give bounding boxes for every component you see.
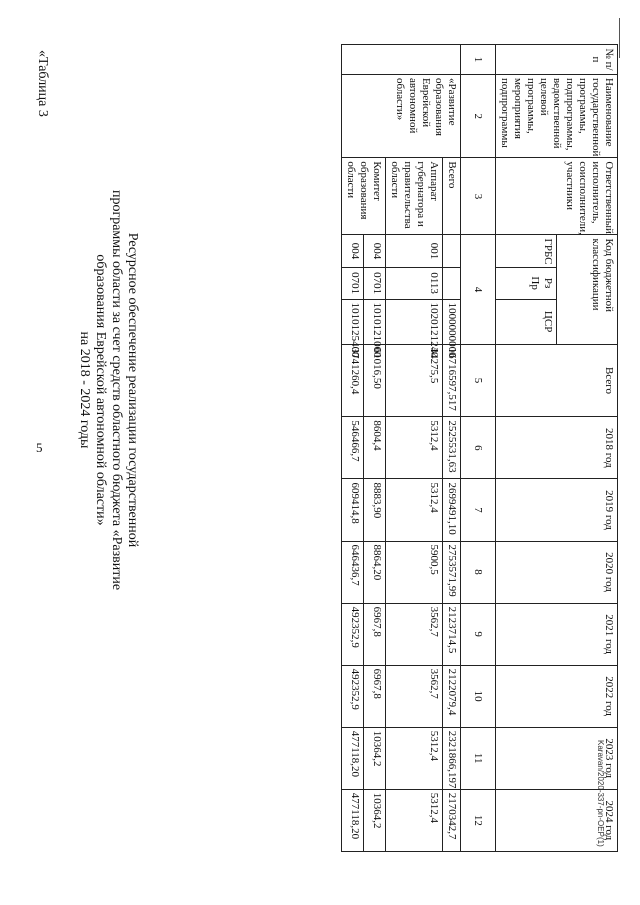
- header-year-2020: 2020 год: [496, 541, 618, 603]
- column-number: 6: [461, 417, 496, 479]
- value-2020: 2753571,99: [443, 541, 461, 603]
- value-2019: 8883,90: [364, 479, 386, 541]
- value-2021: 492352,9: [342, 603, 364, 665]
- value-2018: 546466,7: [342, 417, 364, 479]
- value-2023: 5312,4: [386, 727, 443, 789]
- header-year-2018: 2018 год: [496, 417, 618, 479]
- value-total: 16716597,517: [443, 344, 461, 417]
- csr-cell: 1020121240: [386, 299, 443, 344]
- page-edge-line: [619, 18, 620, 58]
- table-row: [386, 45, 443, 852]
- column-number: 9: [461, 603, 496, 665]
- value-2020: 646436,7: [342, 541, 364, 603]
- header-total: Всего: [496, 344, 618, 417]
- grbs-cell: 004: [342, 235, 364, 267]
- header-year-2019: 2019 год: [496, 479, 618, 541]
- rzpr-cell: 0701: [364, 267, 386, 299]
- value-2020: 5900,5: [386, 541, 443, 603]
- value-2022: 2122079,4: [443, 665, 461, 727]
- grbs-cell: 004: [364, 235, 386, 267]
- row-number-cell: [342, 45, 461, 75]
- document-side-mark: Karavan/2020-337-pn-OEP(1): [596, 740, 605, 847]
- header-budget-code: Код бюджетной классификации: [557, 235, 618, 344]
- column-number: 5: [461, 344, 496, 417]
- value-2023: 10364,2: [364, 727, 386, 789]
- header-program-name: Наименование государственной программы, подпрограммы, ведомственной целевой программы, мероприятия подпрограммы: [496, 74, 618, 157]
- document-title: [76, 160, 140, 620]
- value-2021: 2123714,5: [443, 603, 461, 665]
- column-number: 3: [461, 158, 496, 235]
- value-2024: 5312,4: [386, 789, 443, 851]
- grbs-cell: [443, 235, 461, 267]
- table-row: [364, 45, 386, 852]
- value-2020: 8864,20: [364, 541, 386, 603]
- table-header-row: [557, 45, 618, 852]
- header-year-2024: 2024 год: [496, 789, 618, 851]
- column-number: 10: [461, 665, 496, 727]
- header-csr: ЦСР: [496, 299, 557, 344]
- resource-table-container: [138, 44, 618, 852]
- executor-cell: Комитет образования области: [342, 158, 386, 235]
- rzpr-cell: [443, 267, 461, 299]
- value-2018: 5312,4: [386, 417, 443, 479]
- value-2019: 5312,4: [386, 479, 443, 541]
- column-number: 2: [461, 74, 496, 157]
- header-year-2022: 2022 год: [496, 665, 618, 727]
- value-2023: 2321866,197: [443, 727, 461, 789]
- column-number-row: [461, 45, 496, 852]
- value-2023: 477118,20: [342, 727, 364, 789]
- column-number: 4: [461, 235, 496, 344]
- table-label: «Таблица 3: [35, 50, 50, 117]
- program-name-cell: «Развитие образования Еврейской автономной области»: [342, 74, 461, 157]
- column-number: 8: [461, 541, 496, 603]
- header-number: № п/п: [496, 45, 618, 75]
- column-number: 11: [461, 727, 496, 789]
- value-2019: 2699491,10: [443, 479, 461, 541]
- value-2021: 3562,7: [386, 603, 443, 665]
- value-total: 61016,50: [364, 344, 386, 417]
- value-2022: 6967,8: [364, 665, 386, 727]
- column-number: 7: [461, 479, 496, 541]
- table-row: [443, 45, 461, 852]
- title-line-4: на 2018 - 2024 годы: [77, 331, 92, 449]
- rzpr-cell: 0701: [342, 267, 364, 299]
- title-line-3: образования Еврейской автономной области»: [93, 254, 108, 526]
- header-year-2023: 2023 год: [496, 727, 618, 789]
- page-number: 5: [36, 440, 43, 455]
- header-year-2021: 2021 год: [496, 603, 618, 665]
- title-line-1: Ресурсное обеспечение реализации государственной: [125, 232, 140, 548]
- column-number: 12: [461, 789, 496, 851]
- value-total: 34275,5: [386, 344, 443, 417]
- value-total: 3741260,4: [342, 344, 364, 417]
- header-rzpr: Рз Пр: [496, 267, 557, 299]
- csr-cell: 1010125400: [342, 299, 364, 344]
- value-2021: 6967,8: [364, 603, 386, 665]
- value-2019: 609414,8: [342, 479, 364, 541]
- value-2022: 3562,7: [386, 665, 443, 727]
- csr-cell: 1010121000: [364, 299, 386, 344]
- grbs-cell: 001: [386, 235, 443, 267]
- executor-cell: Всего: [443, 158, 461, 235]
- csr-cell: 1000000000: [443, 299, 461, 344]
- executor-cell: Аппарат губернатора и правительства области: [386, 158, 443, 235]
- value-2022: 492352,9: [342, 665, 364, 727]
- header-grbs: ГРБС: [496, 235, 557, 267]
- value-2018: 2525531,63: [443, 417, 461, 479]
- value-2018: 8604,4: [364, 417, 386, 479]
- column-number: 1: [461, 45, 496, 75]
- header-executor: Ответственный исполнитель, соисполнители, участники: [496, 158, 618, 235]
- value-2024: 477118,20: [342, 789, 364, 851]
- value-2024: 2170342,7: [443, 789, 461, 851]
- title-line-2: программы области за счет средств областного бюджета «Развитие: [109, 189, 124, 591]
- resource-table: [341, 44, 618, 852]
- value-2024: 10364,2: [364, 789, 386, 851]
- rzpr-cell: 0113: [386, 267, 443, 299]
